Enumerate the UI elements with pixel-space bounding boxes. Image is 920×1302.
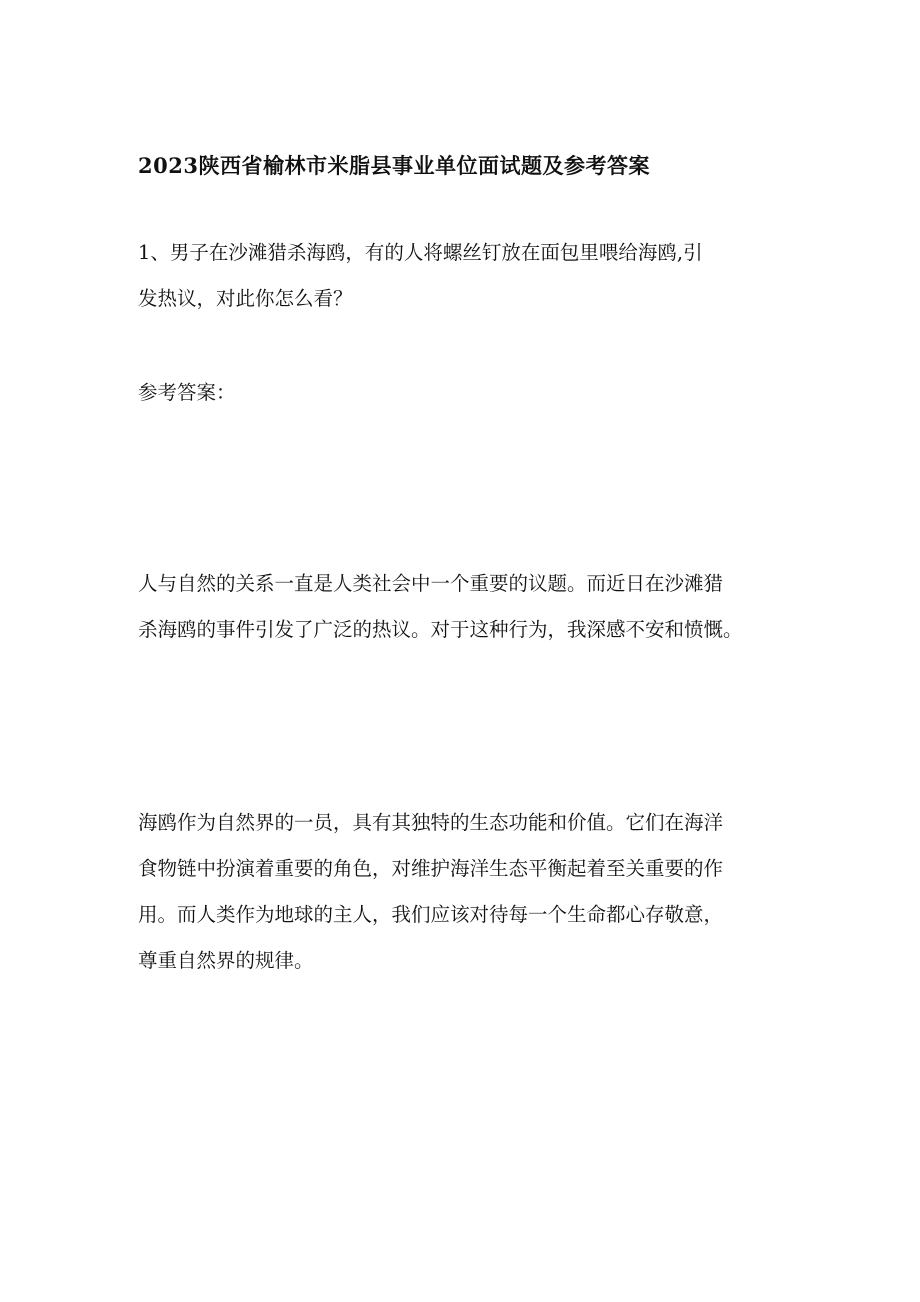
paragraph-line: 海鸥作为自然界的一员，具有其独特的生态功能和价值。它们在海洋 <box>138 811 724 834</box>
question-1 <box>138 230 703 322</box>
document-title: 2023陕西省榆林市米脂县事业单位面试题及参考答案 <box>138 153 650 178</box>
answer-label: 参考答案： <box>138 381 236 404</box>
answer-paragraph-1 <box>138 561 743 653</box>
paragraph-line: 杀海鸥的事件引发了广泛的热议。对于这种行为，我深感不安和愤慨。 <box>138 618 743 641</box>
paragraph-line: 人与自然的关系一直是人类社会中一个重要的议题。而近日在沙滩猎 <box>138 572 724 595</box>
paragraph-line: 尊重自然界的规律。 <box>138 949 314 972</box>
answer-paragraph-2 <box>138 800 723 984</box>
question-line: 1、男子在沙滩猎杀海鸥，有的人将螺丝钉放在面包里喂给海鸥,引 <box>138 241 703 264</box>
paragraph-line: 食物链中扮演着重要的角色，对维护海洋生态平衡起着至关重要的作 <box>138 857 724 880</box>
paragraph-line: 用。而人类作为地球的主人，我们应该对待每一个生命都心存敬意， <box>138 903 724 926</box>
question-line: 发热议，对此你怎么看？ <box>138 287 353 310</box>
